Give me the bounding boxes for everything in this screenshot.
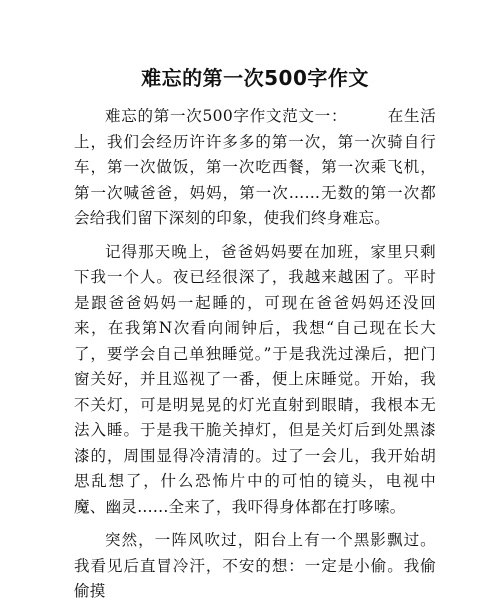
paragraph-2: 记得那天晚上，爸爸妈妈要在加班，家里只剩下我一个人。夜已经很深了，我越来越困了。平时是跟爸爸妈妈一起睡的，可现在爸爸妈妈还没回来，在我第N次看向闹钟后，我想“自己现在长大了，要学会自己单独睡觉。”于是我洗过澡后，把门窗关好，并且巡视了一番，便上床睡觉。开始，我不关灯，可是明晃晃的灯光直射到眼睛，我根本无法入睡。于是我干脆关掉灯，但是关灯后到处黑漆漆的，周围显得冷清清的。过了一会儿，我开始胡思乱想了，什么恐怖片中的可怕的镜头，电视中魔、幽灵......全来了，我吓得身体都在打哆嗦。	[74, 242, 436, 516]
paragraph-3: 突然，一阵风吹过，阳台上有一个黑影飘过。我看见后直冒冷汗，不安的想：一定是小偷。我偷偷摸	[74, 531, 436, 600]
document-title: 难忘的第一次500字作文	[141, 66, 369, 90]
document-body	[74, 104, 436, 605]
paragraph-1-lead: 难忘的第一次500字作文范文一：	[105, 107, 348, 125]
paragraph-1-text: 在生活上，我们会经历许许多多的第一次，第一次骑自行车，第一次做饭，第一次吃西餐，第一次乘飞机，第一次喊爸爸，妈妈，第一次……无数的第一次都会给我们留下深刻的印象，使我们终身难忘。	[74, 107, 436, 227]
paragraph-1	[74, 104, 436, 232]
